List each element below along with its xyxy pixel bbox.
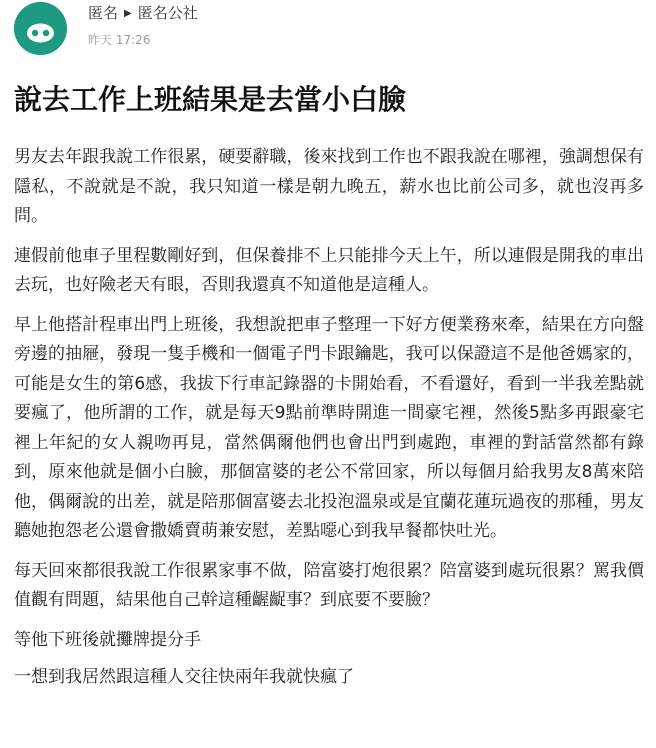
- post-paragraph: 等他下班後就攤牌提分手: [14, 629, 201, 650]
- post-time: 昨天 17:26: [88, 33, 151, 47]
- board-name[interactable]: 匿名公社: [137, 4, 198, 22]
- post-meta: [88, 3, 198, 48]
- post-title: 說去工作上班結果是去當小白臉: [14, 83, 407, 116]
- anonymous-pig-icon: [14, 2, 67, 55]
- post-paragraph: 連假前他車子里程數剛好到，但保養排不上只能排今天上午，所以連假是開我的車出去玩，也好險老天有眼，否則我還真不知道他是這種人。: [14, 245, 644, 295]
- avatar[interactable]: [14, 2, 67, 55]
- post-body: [14, 143, 644, 701]
- triangle-right-icon: ▶: [124, 8, 132, 19]
- author-name[interactable]: 匿名: [88, 4, 119, 22]
- breadcrumb: [88, 3, 198, 24]
- post-paragraph: 男友去年跟我說工作很累，硬要辭職，後來找到工作也不跟我說在哪裡，強調想保有隱私，不說就是不說，我只知道一樣是朝九晚五，薪水也比前公司多，就也沒再多問。: [14, 147, 644, 226]
- post-paragraph: 早上他搭計程車出門上班後，我想說把車子整理一下好方便業務來牽，結果在方向盤旁邊的抽屜，發現一隻手機和一個電子門卡跟鑰匙，我可以保證這不是他爸媽家的，可能是女生的第6感，我拔下行車記錄器的卡開始看，不看還好，看到一半我差點就要瘋了，他所謂的工作，就是每天9點前準時開進一間豪宅裡，然後5點多再跟豪宅裡上年紀的女人親吻再見，當然偶爾他們也會出門到處跑，車裡的對話當然都有錄到，原來他就是個小白臉，那個富婆的老公不常回家，所以每個月給我男友8萬來陪他，偶爾說的出差，就是陪那個富婆去北投泡溫泉或是宜蘭花蓮玩過夜的那種，男友聽她抱怨老公還會撒嬌賣萌兼安慰，差點噁心到我早餐都快吐光。: [14, 314, 644, 541]
- post-paragraph: 每天回來都很我說工作很累家事不做，陪富婆打炮很累？陪富婆到處玩很累？罵我價值觀有問題，結果他自己幹這種齷齪事？到底要不要臉？: [14, 560, 644, 610]
- post-paragraph: 一想到我居然跟這種人交往快兩年我就快瘋了: [14, 667, 354, 687]
- post-header: [14, 0, 634, 60]
